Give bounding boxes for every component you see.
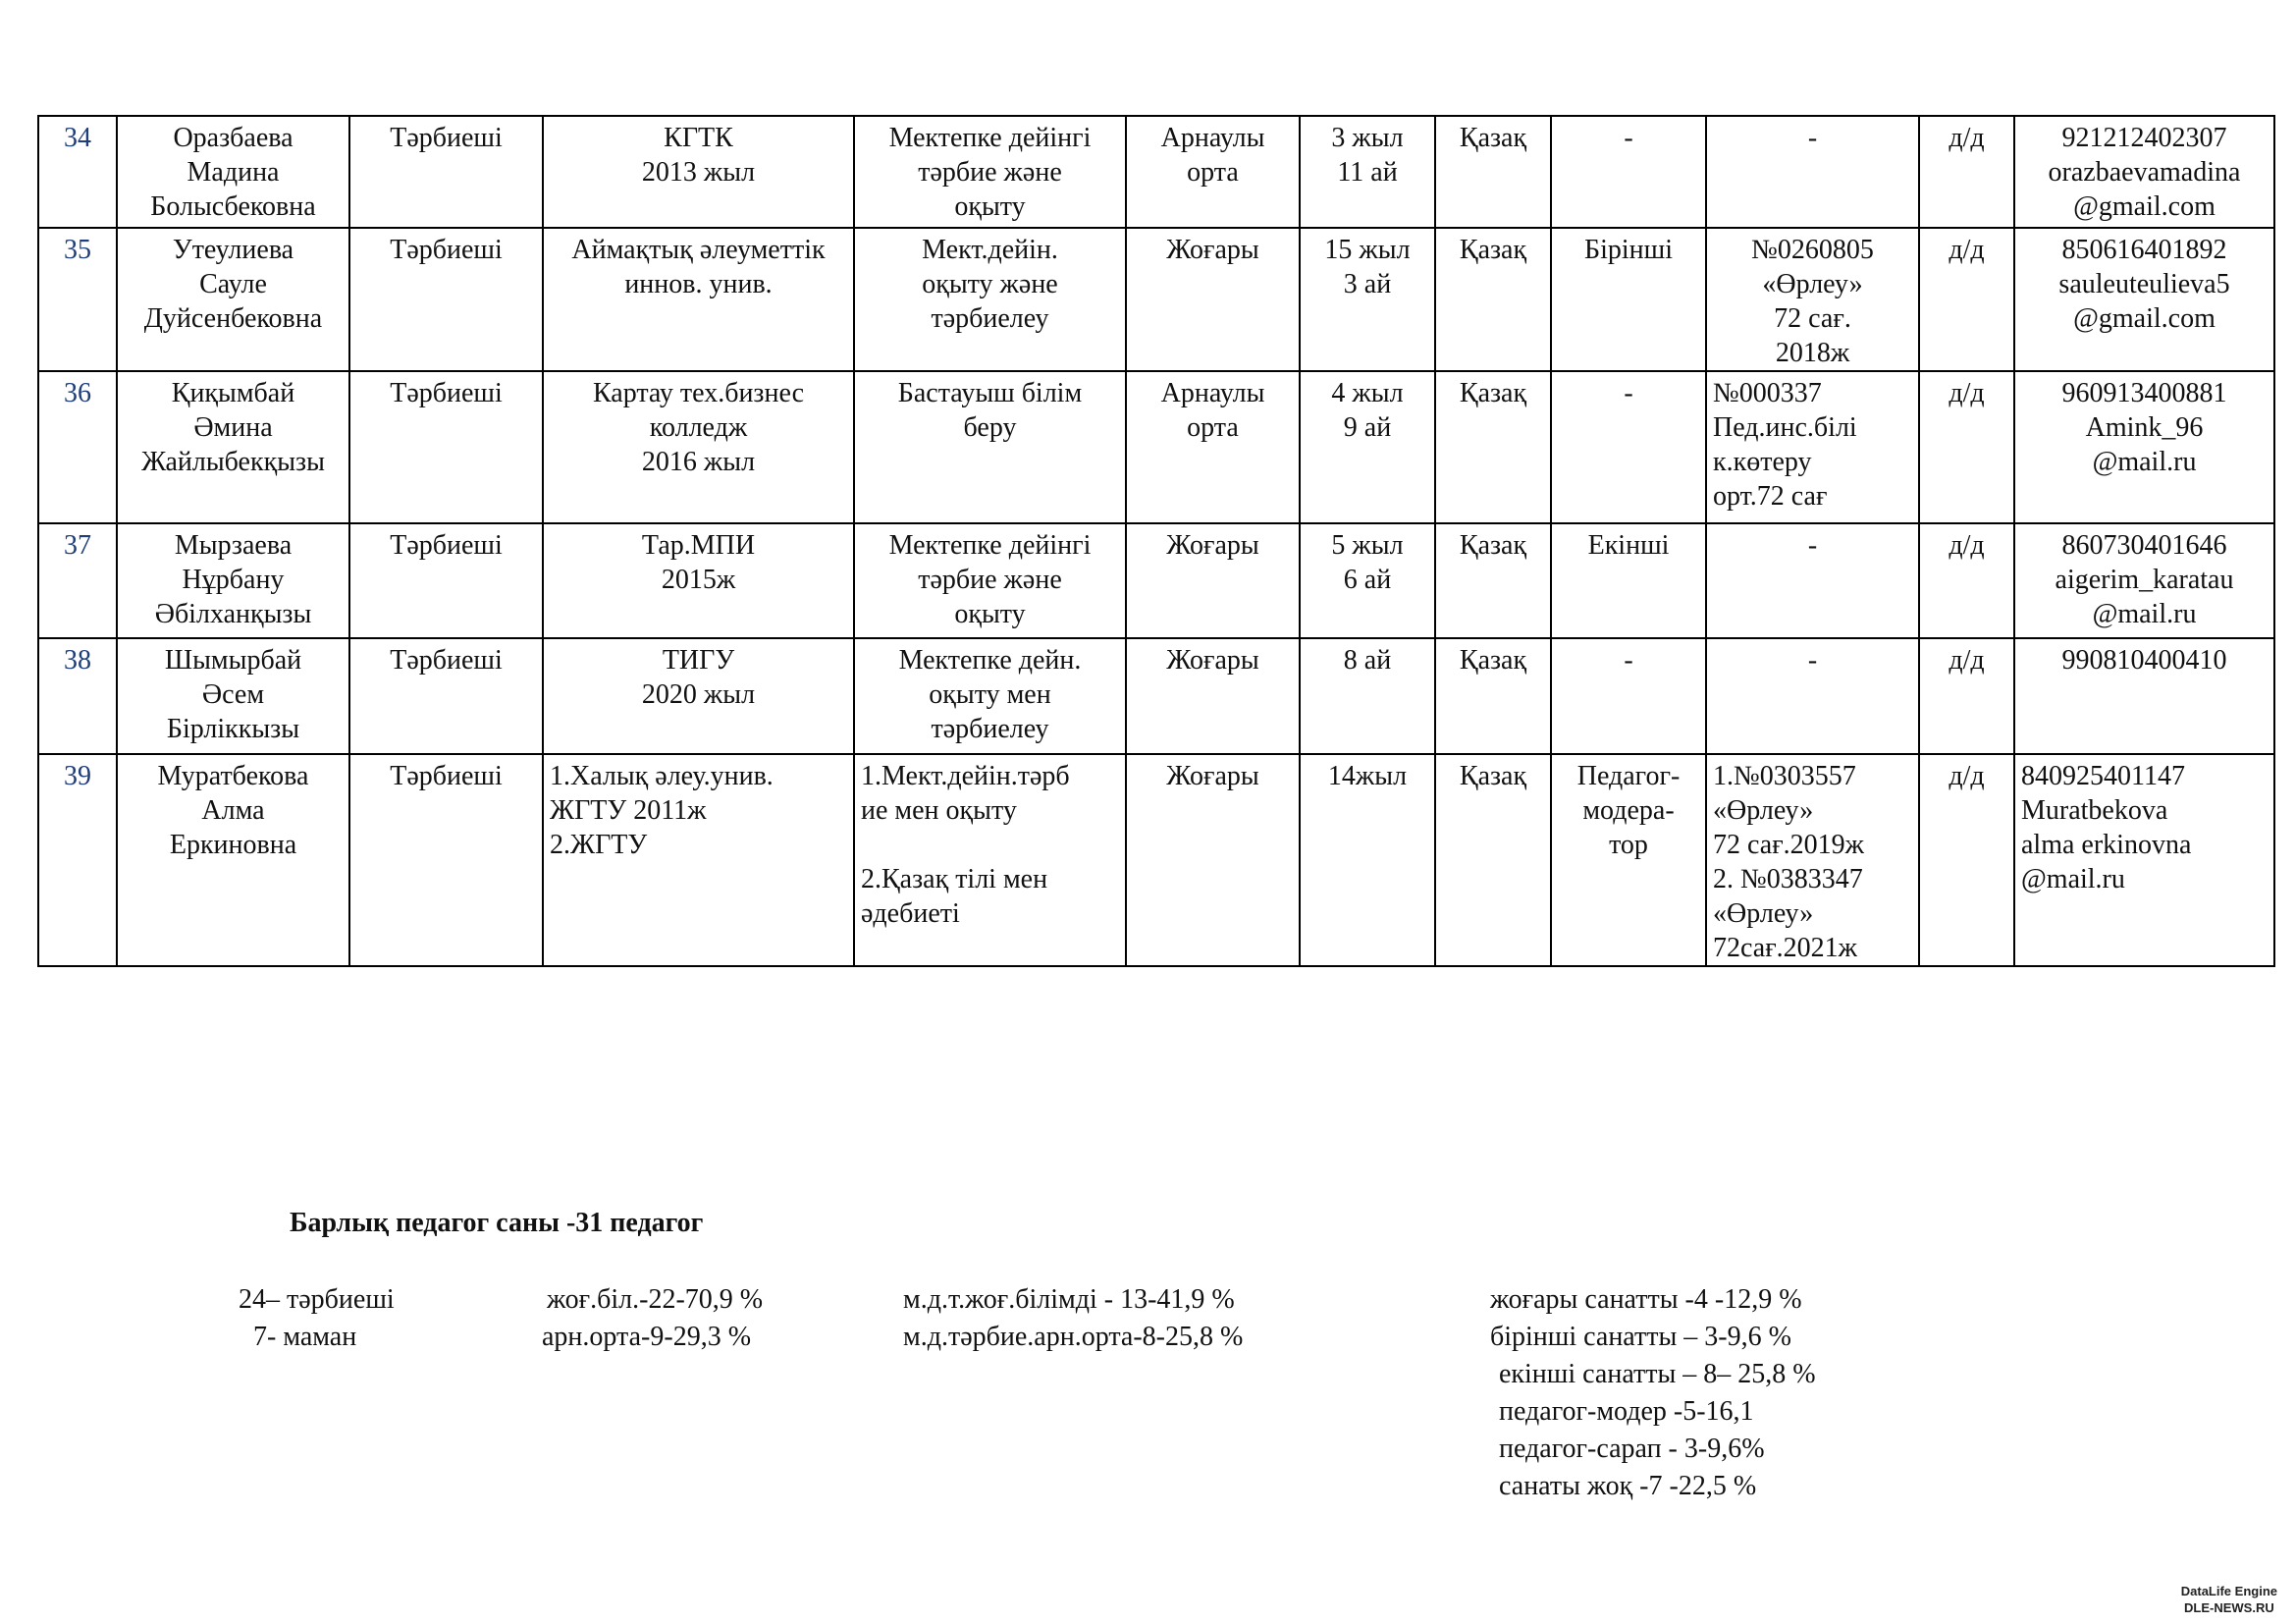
cell-line: Тар.МПИ xyxy=(641,530,756,561)
cell-experience xyxy=(1300,523,1435,638)
cell-line: «Өрлеу» xyxy=(1713,795,1814,826)
cell-line: 4 жыл xyxy=(1331,378,1404,408)
cell-line: 850616401892 xyxy=(2061,235,2227,265)
cell-line: Дуйсенбековна xyxy=(143,303,323,334)
cell-line: ТИГУ xyxy=(662,645,735,676)
cell-dd: д/д xyxy=(1919,116,2014,228)
cell-line: Әсем xyxy=(201,679,265,710)
summary-staff-counts xyxy=(239,1281,395,1356)
cell-line: орта xyxy=(1187,412,1239,443)
cell-line: 15 жыл xyxy=(1324,235,1411,265)
summary-line: санаты жоқ -7 -22,5 % xyxy=(1499,1471,1757,1501)
cell-line: Мырзаева xyxy=(174,530,293,561)
cell-full-name xyxy=(117,754,349,966)
summary-line: педагог-сарап - 3-9,6% xyxy=(1499,1434,1765,1464)
cell-education xyxy=(1126,523,1300,638)
cell-dd: д/д xyxy=(1919,638,2014,754)
cell-specialty xyxy=(854,638,1126,754)
cell-education xyxy=(1126,228,1300,371)
cell-number: 37 xyxy=(38,523,117,638)
summary-line: м.д.тәрбие.арн.орта-8-25,8 % xyxy=(903,1322,1244,1352)
cell-line: Пед.инс.білі xyxy=(1713,412,1857,443)
cell-line: оқыту мен xyxy=(929,679,1051,710)
cell-number: 36 xyxy=(38,371,117,523)
cell-line: модера- xyxy=(1582,795,1675,826)
cell-line: Бірінші xyxy=(1584,235,1673,265)
table-row xyxy=(38,228,2274,371)
cell-line: @mail.ru xyxy=(2021,864,2125,894)
cell-line: Мектепке дейінгі xyxy=(888,530,1092,561)
cell-line: alma erkinovna xyxy=(2021,830,2192,860)
cell-line: Арнаулы xyxy=(1160,123,1265,153)
cell-category xyxy=(1551,638,1706,754)
cell-specialty xyxy=(854,754,1126,966)
cell-institution xyxy=(543,228,854,371)
cell-number: 39 xyxy=(38,754,117,966)
cell-line: Жоғары xyxy=(1166,235,1259,265)
cell-line: - xyxy=(1807,645,1818,676)
cell-line: №0260805 xyxy=(1751,235,1874,265)
cell-line: 2015ж xyxy=(661,565,736,595)
summary-education-stats xyxy=(542,1281,763,1356)
cell-full-name xyxy=(117,116,349,228)
cell-line: 2.ЖГТУ xyxy=(550,830,648,860)
cell-line: тор xyxy=(1609,830,1648,860)
cell-contact xyxy=(2014,523,2274,638)
cell-dd: д/д xyxy=(1919,228,2014,371)
cell-language: Қазақ xyxy=(1435,116,1551,228)
cell-line: 3 жыл xyxy=(1331,123,1404,153)
cell-line: 72 сағ.2019ж xyxy=(1713,830,1865,860)
cell-contact xyxy=(2014,116,2274,228)
cell-line: @gmail.com xyxy=(2073,191,2216,222)
cell-dd: д/д xyxy=(1919,754,2014,966)
cell-courses xyxy=(1706,371,1919,523)
cell-line: тәрбие және xyxy=(918,157,1062,188)
cell-line: @gmail.com xyxy=(2073,303,2216,334)
cell-line: тәрбие және xyxy=(918,565,1062,595)
watermark xyxy=(2181,1583,2277,1616)
watermark-line: DLE-NEWS.RU xyxy=(2184,1600,2274,1615)
table-row xyxy=(38,523,2274,638)
cell-line: - xyxy=(1807,530,1818,561)
cell-line: Утеулиева xyxy=(172,235,294,265)
cell-experience xyxy=(1300,371,1435,523)
cell-position: Тәрбиеші xyxy=(349,371,543,523)
cell-institution xyxy=(543,116,854,228)
cell-line: 8 ай xyxy=(1343,645,1392,676)
cell-full-name xyxy=(117,371,349,523)
cell-line: orazbaevamadina xyxy=(2048,157,2241,188)
cell-line: Картау тех.бизнес xyxy=(592,378,805,408)
cell-line: 2016 жыл xyxy=(641,447,756,477)
staff-table xyxy=(37,115,2275,967)
cell-contact xyxy=(2014,228,2274,371)
cell-line: Жоғары xyxy=(1166,530,1259,561)
cell-line: беру xyxy=(963,412,1017,443)
cell-line: 1.Мект.дейін.тәрб xyxy=(861,761,1070,791)
cell-line: 72сағ.2021ж xyxy=(1713,933,1858,963)
table-row xyxy=(38,116,2274,228)
cell-line: Шымырбай xyxy=(164,645,302,676)
cell-line: әдебиеті xyxy=(861,898,960,929)
staff-table-body xyxy=(38,116,2274,966)
cell-institution xyxy=(543,638,854,754)
cell-line: 2. №0383347 xyxy=(1713,864,1863,894)
cell-line: - xyxy=(1624,378,1633,408)
cell-specialty xyxy=(854,371,1126,523)
cell-institution xyxy=(543,754,854,966)
cell-institution xyxy=(543,371,854,523)
cell-institution xyxy=(543,523,854,638)
cell-line: Еркиновна xyxy=(169,830,297,860)
cell-line: оқыту және xyxy=(922,269,1058,299)
cell-line: - xyxy=(1624,123,1633,153)
cell-line: Алма xyxy=(201,795,265,826)
cell-line: «Өрлеу» xyxy=(1762,269,1863,299)
cell-line: к.көтеру xyxy=(1713,447,1812,477)
summary-line: 24– тәрбиеші xyxy=(239,1284,395,1315)
cell-full-name xyxy=(117,638,349,754)
cell-line: 2.Қазақ тілі мен xyxy=(861,864,1048,894)
cell-position: Тәрбиеші xyxy=(349,523,543,638)
summary-line: м.д.т.жоғ.білімді - 13-41,9 % xyxy=(903,1284,1235,1315)
cell-contact xyxy=(2014,754,2274,966)
cell-courses xyxy=(1706,228,1919,371)
cell-number: 34 xyxy=(38,116,117,228)
cell-number: 35 xyxy=(38,228,117,371)
cell-line: орта xyxy=(1187,157,1239,188)
cell-line: 3 ай xyxy=(1343,269,1392,299)
cell-experience xyxy=(1300,228,1435,371)
cell-line: Әбілханқызы xyxy=(154,599,312,629)
cell-line: Нұрбану xyxy=(182,565,285,595)
cell-line: орт.72 сағ xyxy=(1713,481,1828,512)
cell-contact xyxy=(2014,638,2274,754)
cell-line: Бастауыш білім xyxy=(897,378,1083,408)
cell-line: sauleuteulieva5 xyxy=(2058,269,2230,299)
cell-courses xyxy=(1706,754,1919,966)
cell-category xyxy=(1551,228,1706,371)
cell-line: 1.№0303557 xyxy=(1713,761,1856,791)
cell-line: колледж xyxy=(649,412,748,443)
cell-line: оқыту xyxy=(954,191,1026,222)
cell-line: 2013 жыл xyxy=(641,157,756,188)
cell-courses xyxy=(1706,116,1919,228)
cell-language: Қазақ xyxy=(1435,754,1551,966)
cell-line: ЖГТУ 2011ж xyxy=(550,795,707,826)
cell-line: 11 ай xyxy=(1337,157,1398,188)
cell-line: 14жыл xyxy=(1327,761,1408,791)
cell-line xyxy=(861,828,1119,862)
cell-category xyxy=(1551,371,1706,523)
cell-category xyxy=(1551,523,1706,638)
cell-line: aigerim_karatau xyxy=(2055,565,2234,595)
cell-line: Жоғары xyxy=(1166,645,1259,676)
cell-line: Бірліккызы xyxy=(166,714,300,744)
cell-line: Әмина xyxy=(193,412,273,443)
cell-category xyxy=(1551,116,1706,228)
cell-position: Тәрбиеші xyxy=(349,638,543,754)
cell-education xyxy=(1126,371,1300,523)
cell-line: 960913400881 xyxy=(2061,378,2227,408)
cell-line: Муратбекова xyxy=(157,761,309,791)
cell-line: - xyxy=(1807,123,1818,153)
cell-line: @mail.ru xyxy=(2092,599,2197,629)
summary-category-stats xyxy=(1490,1281,1816,1505)
cell-education xyxy=(1126,754,1300,966)
cell-line: Мектепке дейінгі xyxy=(888,123,1092,153)
summary-line: екінші санатты – 8– 25,8 % xyxy=(1499,1359,1816,1389)
cell-line: - xyxy=(1624,645,1633,676)
cell-courses xyxy=(1706,638,1919,754)
cell-language: Қазақ xyxy=(1435,228,1551,371)
cell-line: 860730401646 xyxy=(2061,530,2227,561)
cell-line: тәрбиелеу xyxy=(931,303,1049,334)
cell-experience xyxy=(1300,754,1435,966)
cell-line: Қиқымбай xyxy=(171,378,295,408)
cell-line: Аймақтық әлеуметтік xyxy=(571,235,826,265)
cell-full-name xyxy=(117,228,349,371)
cell-full-name xyxy=(117,523,349,638)
summary-line: арн.орта-9-29,3 % xyxy=(542,1322,752,1352)
summary-line: бірінші санатты – 3-9,6 % xyxy=(1490,1322,1791,1352)
cell-dd: д/д xyxy=(1919,371,2014,523)
cell-line: 2018ж xyxy=(1775,338,1850,368)
cell-line: Жоғары xyxy=(1166,761,1259,791)
table-row xyxy=(38,754,2274,966)
cell-line: КГТК xyxy=(664,123,733,153)
cell-specialty xyxy=(854,523,1126,638)
cell-line: Мектепке дейн. xyxy=(898,645,1082,676)
cell-line: Сауле xyxy=(199,269,267,299)
table-row xyxy=(38,371,2274,523)
summary-title: Барлық педагог саны -31 педагог xyxy=(290,1208,704,1238)
cell-language: Қазақ xyxy=(1435,523,1551,638)
cell-line: 840925401147 xyxy=(2021,761,2185,791)
cell-specialty xyxy=(854,116,1126,228)
cell-line: Арнаулы xyxy=(1160,378,1265,408)
cell-position: Тәрбиеші xyxy=(349,116,543,228)
cell-line: @mail.ru xyxy=(2092,447,2197,477)
summary-line: жоғ.біл.-22-70,9 % xyxy=(547,1284,764,1315)
cell-line: оқыту xyxy=(954,599,1026,629)
summary-line: педагог-модер -5-16,1 xyxy=(1499,1396,1754,1427)
table-row xyxy=(38,638,2274,754)
cell-number: 38 xyxy=(38,638,117,754)
cell-line: 72 сағ. xyxy=(1774,303,1851,334)
cell-education xyxy=(1126,116,1300,228)
cell-line: 921212402307 xyxy=(2061,123,2227,153)
cell-line: №000337 xyxy=(1713,378,1822,408)
cell-line: 990810400410 xyxy=(2061,645,2227,676)
cell-contact xyxy=(2014,371,2274,523)
cell-line: Оразбаева xyxy=(173,123,294,153)
cell-line: ие мен оқыту xyxy=(861,795,1017,826)
cell-line: Мект.дейін. xyxy=(922,235,1058,265)
cell-education xyxy=(1126,638,1300,754)
cell-line: Педагог- xyxy=(1576,761,1681,791)
watermark-line: DataLife Engine xyxy=(2180,1584,2277,1598)
cell-line: Жайлыбекқызы xyxy=(141,447,325,477)
cell-line: 5 жыл xyxy=(1331,530,1404,561)
cell-line: «Өрлеу» xyxy=(1713,898,1814,929)
cell-line: 6 ай xyxy=(1343,565,1392,595)
cell-courses xyxy=(1706,523,1919,638)
cell-dd: д/д xyxy=(1919,523,2014,638)
cell-line: Мадина xyxy=(187,157,280,188)
cell-specialty xyxy=(854,228,1126,371)
cell-category xyxy=(1551,754,1706,966)
cell-position: Тәрбиеші xyxy=(349,228,543,371)
summary-line: жоғары санатты -4 -12,9 % xyxy=(1490,1284,1802,1315)
cell-line: тәрбиелеу xyxy=(931,714,1049,744)
cell-line: 1.Халық әлеу.унив. xyxy=(550,761,774,791)
summary-line: 7- маман xyxy=(253,1322,357,1352)
cell-line: 2020 жыл xyxy=(641,679,756,710)
cell-experience xyxy=(1300,116,1435,228)
cell-line: Екінші xyxy=(1587,530,1670,561)
cell-language: Қазақ xyxy=(1435,638,1551,754)
cell-position: Тәрбиеші xyxy=(349,754,543,966)
summary-preschool-education-stats xyxy=(903,1281,1243,1356)
cell-line: Болысбековна xyxy=(150,191,316,222)
cell-experience xyxy=(1300,638,1435,754)
cell-line: 9 ай xyxy=(1343,412,1392,443)
cell-line: иннов. унив. xyxy=(624,269,773,299)
cell-line: Muratbekova xyxy=(2021,795,2168,826)
cell-language: Қазақ xyxy=(1435,371,1551,523)
cell-line: Amink_96 xyxy=(2085,412,2204,443)
